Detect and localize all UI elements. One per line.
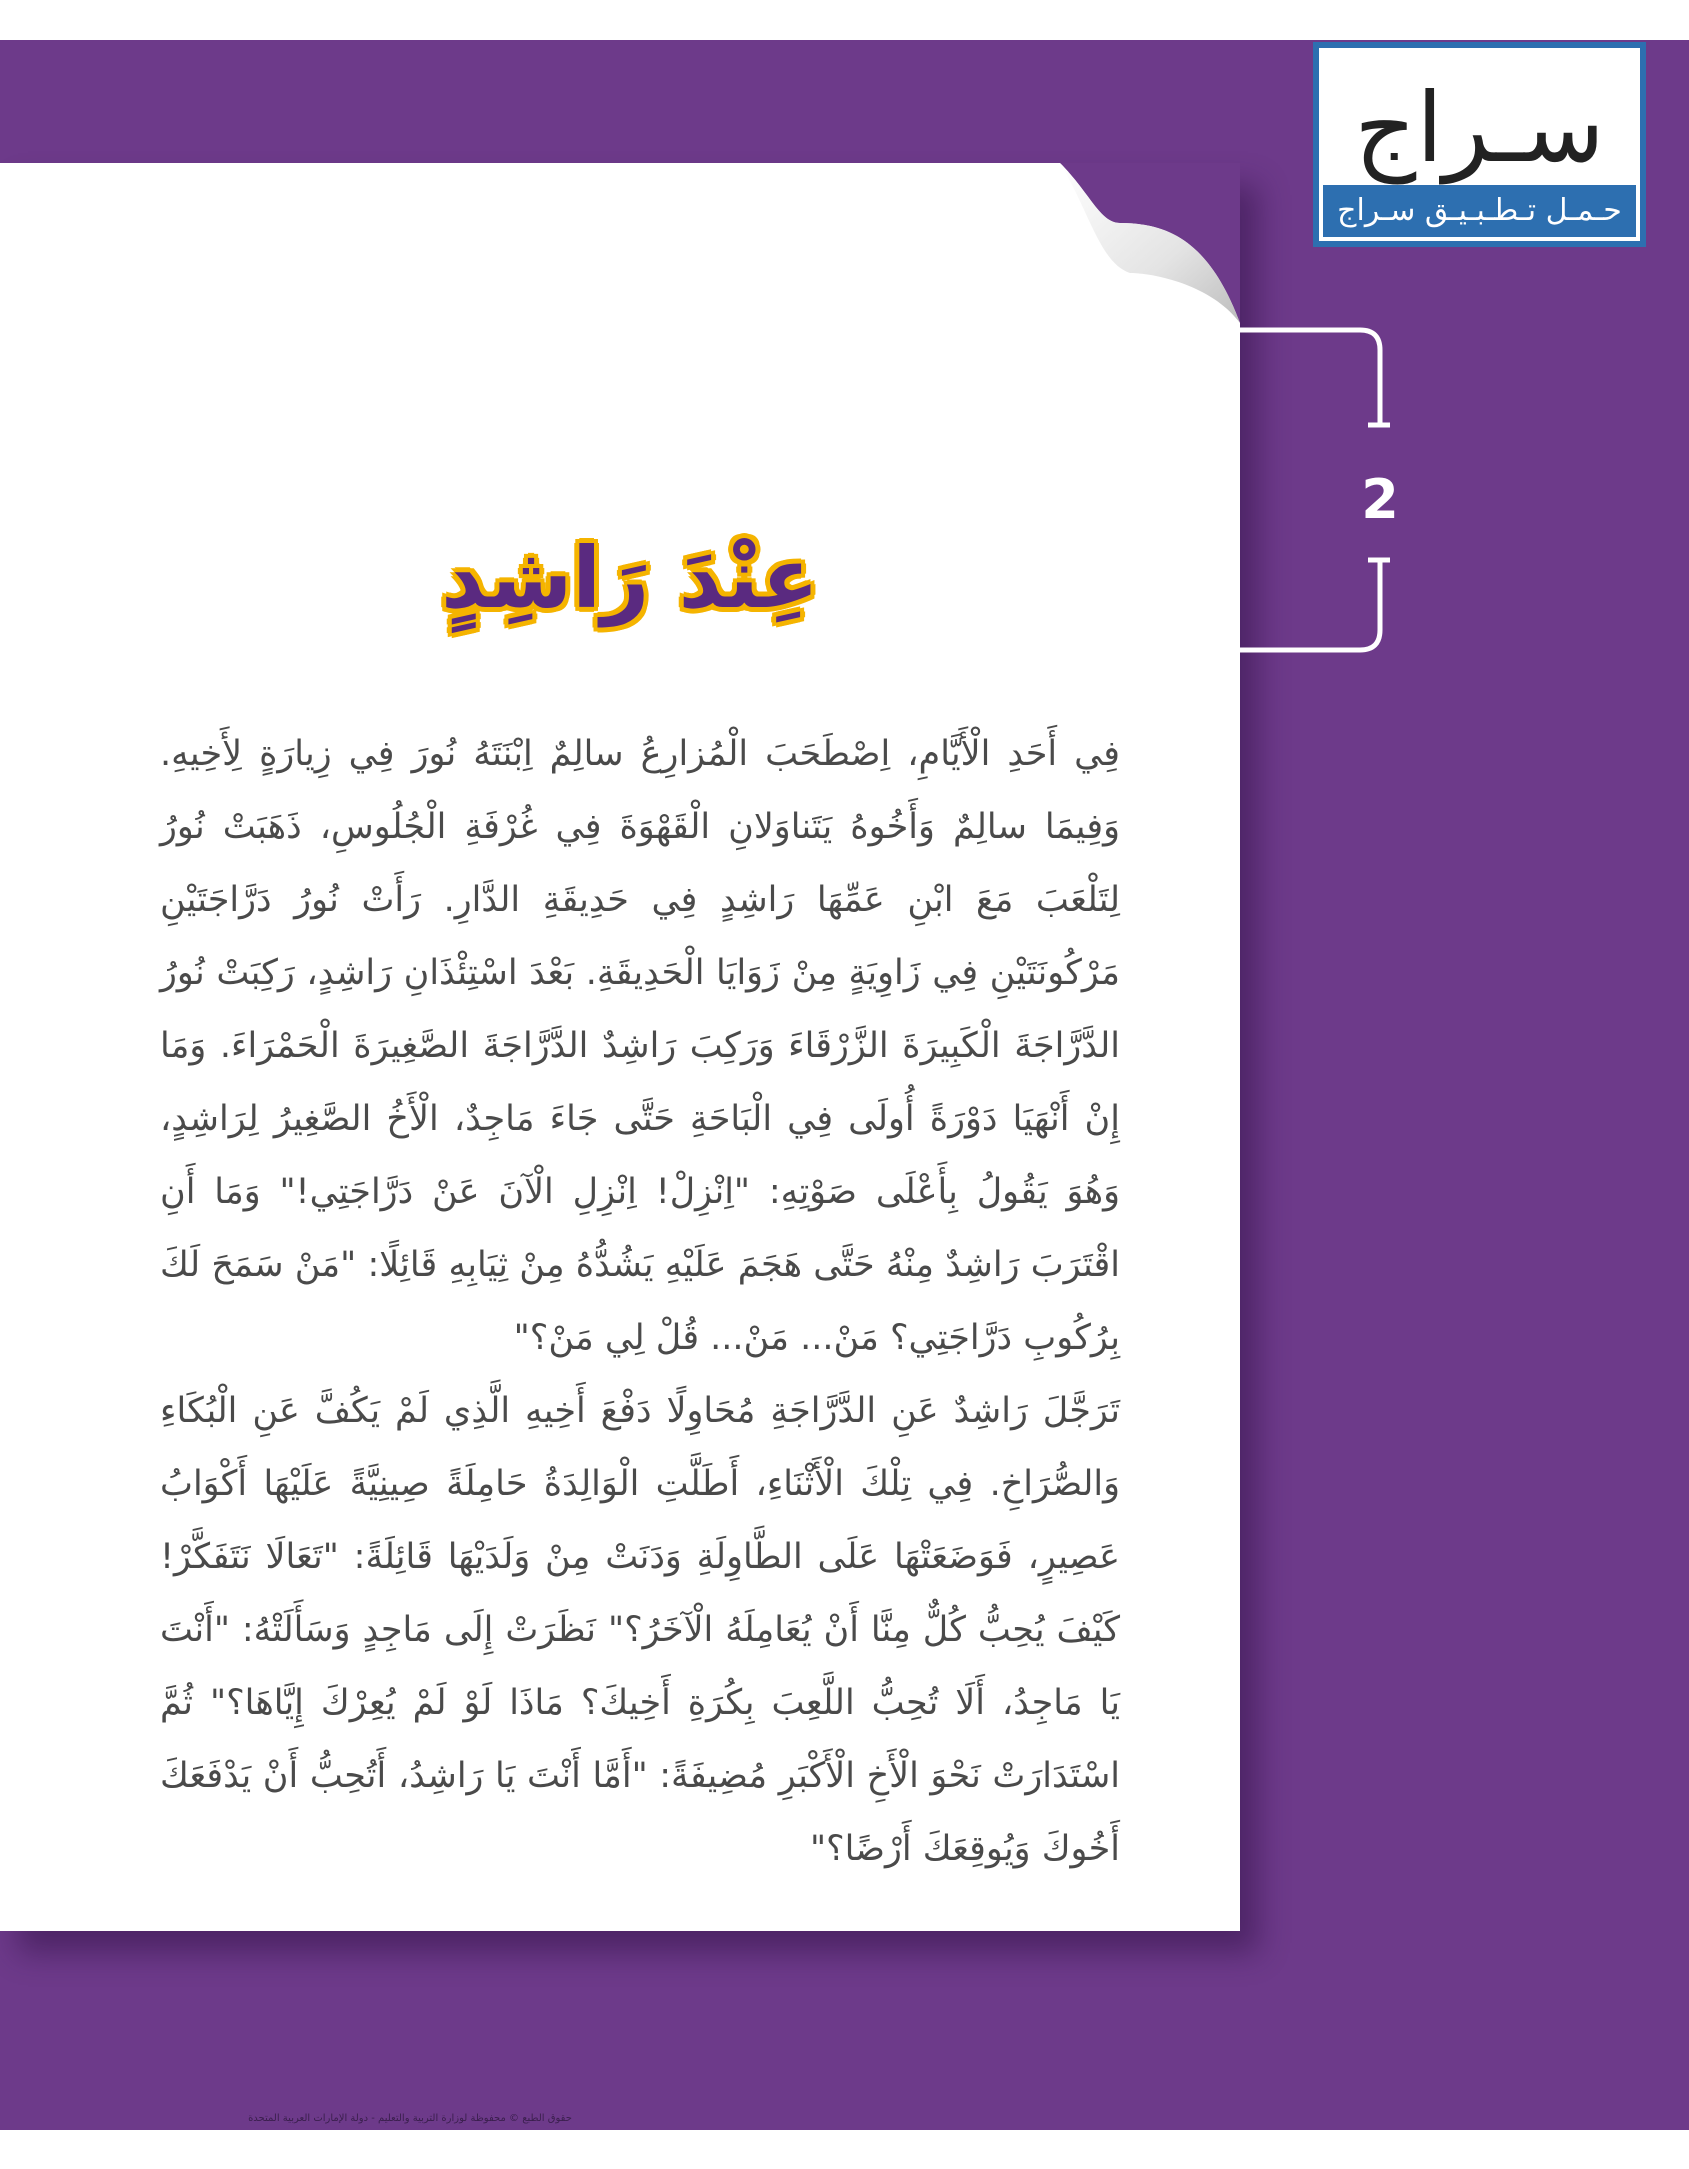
story-paragraph-2: تَرَجَّلَ رَاشِدٌ عَنِ الدَّرَّاجَةِ مُحَاوِلًا دَفْعَ أَخِيهِ الَّذِي لَمْ يَكُفَّ عَنِ الْبُكَاءِ وَالصُّرَاخِ. فِي تِلْكَ الْأَثْنَاءِ، أَطَلَّتِ الْوَالِدَةُ حَامِلَةً صِينِيَّةً عَلَيْهَا أَكْوَابُ عَصِيرٍ، فَوَضَعَتْهَا عَلَى الطَّاوِلَةِ وَدَنَتْ مِنْ وَلَدَيْهَا قَائِلَةً: "تَعَالَا نَتَفَكَّرْ! كَيْفَ يُحِبُّ كُلٌّ مِنَّا أَنْ يُعَامِلَهُ الْآخَرُ؟" نَظَرَتْ إِلَى مَاجِدٍ وَسَأَلَتْهُ: "أَنْتَ يَا مَاجِدُ، أَلَا تُحِبُّ اللَّعِبَ بِكُرَةِ أَخِيكَ؟ مَاذَا لَوْ لَمْ يُعِرْكَ إِيَّاهَا؟" ثُمَّ اسْتَدَارَتْ نَحْوَ الْأَخِ الْأَكْبَرِ مُضِيفَةً: "أَمَّا أَنْتَ يَا رَاشِدُ، أَتُحِبُّ أَنْ يَدْفَعَكَ أَخُوكَ وَيُوقِعَكَ أَرْضًا؟" [160,1391,1120,1869]
page-curl-icon [1060,163,1240,323]
lesson-number: 2 [1361,468,1399,531]
story-paragraph-1: فِي أَحَدِ الْأَيَّامِ، اِصْطَحَبَ الْمُزارِعُ سالِمٌ اِبْنَتَهُ نُورَ فِي زِيارَةٍ لِأَخِيهِ. وَفِيمَا سالِمٌ وَأَخُوهُ يَتَناوَلانِ الْقَهْوَةَ فِي غُرْفَةِ الْجُلُوسِ، ذَهَبَتْ نُورُ لِتَلْعَبَ مَعَ ابْنِ عَمِّهَا رَاشِدٍ فِي حَدِيقَةِ الدَّارِ. رَأَتْ نُورُ دَرَّاجَتَيْنِ مَرْكُونَتَيْنِ فِي زَاوِيَةٍ مِنْ زَوَايَا الْحَدِيقَةِ. بَعْدَ اسْتِئْذَانِ رَاشِدٍ، رَكِبَتْ نُورُ الدَّرَّاجَةَ الْكَبِيرَةَ الزَّرْقَاءَ وَرَكِبَ رَاشِدٌ الدَّرَّاجَةَ الصَّغِيرَةَ الْحَمْرَاءَ. وَمَا إِنْ أَنْهَيَا دَوْرَةً أُولَى فِي الْبَاحَةِ حَتَّى جَاءَ مَاجِدٌ، الْأَخُ الصَّغِيرُ لِرَاشِدٍ، وَهُوَ يَقُولُ بِأَعْلَى صَوْتِهِ: "اِنْزِلْ! اِنْزِلِ الْآنَ عَنْ دَرَّاجَتِي!" وَمَا أَنِ اقْتَرَبَ رَاشِدٌ مِنْهُ حَتَّى هَجَمَ عَلَيْهِ يَشُدُّهُ مِنْ ثِيَابِهِ قَائِلًا: "مَنْ سَمَحَ لَكَ بِرُكُوبِ دَرَّاجَتِي؟ مَنْ... مَنْ... قُلْ لِي مَنْ؟" [160,734,1120,1358]
logo-word: سـراج [1354,72,1605,184]
siraj-logo[interactable] [1313,42,1646,247]
logo-download-app-label[interactable]: حـمـل تـطـبـيـق سـراج [1323,185,1636,237]
story-page [0,163,1240,1931]
story-title: عِنْدَ رَاشِدٍ [441,529,819,627]
copyright-footer: حقوق الطبع © محفوظة لوزارة التربية والتعليم - دولة الإمارات العربية المتحدة [248,2113,572,2124]
story-body [160,718,1120,1886]
